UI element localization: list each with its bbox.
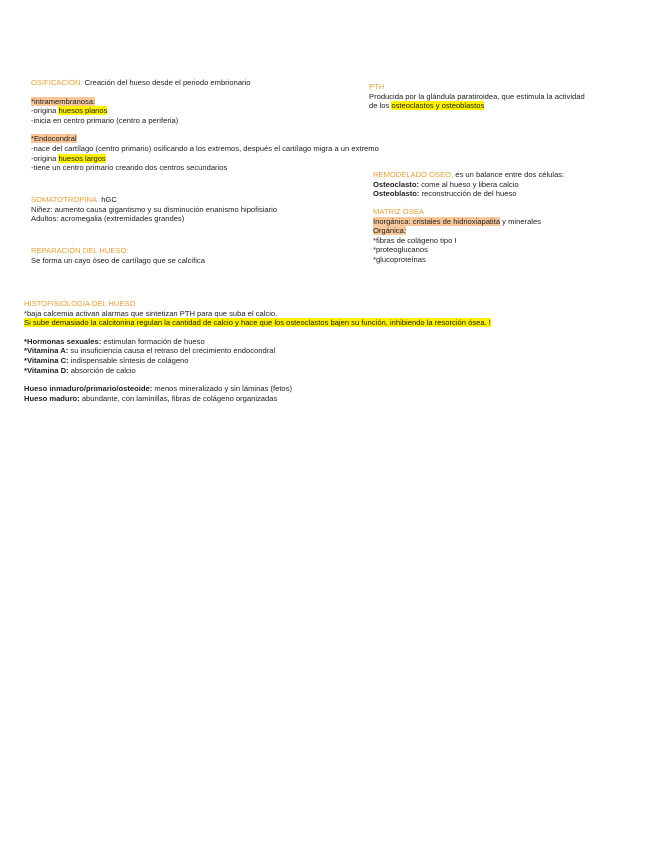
histophysiology-line-1: *baja calcemia activan alarmas que sintetizan PTH para que suba el calcio. (24, 308, 278, 318)
matrix-heading: MATRIZ ÓSEA (373, 207, 424, 216)
osteoblast-label: Osteoblasto: (373, 189, 420, 199)
intramembranous-label-line (31, 97, 379, 107)
matrix-organic-line (373, 226, 541, 236)
endochondral-line-2-prefix: -origina (31, 153, 59, 163)
ossification-heading-text: Creación del hueso desde el periodo embrionario (82, 78, 251, 87)
somatotropin-heading-text: hGC (99, 195, 117, 204)
pth-line-2 (369, 101, 585, 111)
osteoclast-text: come al hueso y libera calcio (419, 179, 519, 189)
factor-label: *Vitamina D: (24, 365, 69, 375)
pth-heading: PTH (369, 82, 385, 91)
intramembranous-line-1 (31, 106, 379, 116)
bone-type-row (24, 384, 491, 394)
endochondral-label: *Endocondral (31, 134, 77, 144)
bone-type-row (24, 394, 491, 404)
endochondral-line-3: -tiene un centro primario creando dos centros secundarios (31, 163, 228, 173)
endochondral-label-line (31, 134, 379, 144)
remodeling-section (373, 170, 564, 199)
factor-text: absorción de calcio (68, 365, 136, 375)
factor-text: indispensable síntesis de colágeno (68, 355, 189, 365)
repair-heading: REPARACIÓN DEL HUESO: (31, 246, 129, 255)
matrix-inorganic-line (373, 217, 541, 227)
intramembranous-line-1-prefix: -origina (31, 106, 59, 116)
factor-row (24, 366, 491, 376)
endochondral-line-1: -nace del cartílago (centro primario) osificando a los extremos, después el cartílago migra a un extremo (31, 143, 379, 153)
matrix-inorganic-highlight: cristales de hidrioxiapatita (410, 216, 501, 226)
osteoblast-line (373, 189, 564, 199)
intramembranous-line-2: -inicia en centro primario (centro a periferia) (31, 115, 179, 125)
repair-section (31, 246, 205, 265)
histophysiology-line-2 (24, 318, 491, 328)
somatotropin-section (31, 195, 277, 224)
remodeling-heading: REMODELADO ÓSEO, (373, 170, 454, 179)
bone-type-label: Hueso maduro: (24, 393, 80, 403)
pth-highlight: osteoclastos y osteoblastos (391, 101, 485, 111)
histophysiology-heading: HISTOFISIOLOGÍA DEL HUESO (24, 299, 136, 308)
factor-text: estimulan formación de hueso (101, 336, 205, 346)
pth-line-1: Producida por la glándula paratiroidea, que estimula la actividad (369, 91, 585, 101)
matrix-inorganic-rest: y minerales (500, 216, 541, 226)
remodeling-heading-text: es un balance entre dos células: (453, 170, 565, 179)
histophysiology-section (24, 299, 491, 403)
matrix-organic-label: Orgánica: (373, 226, 406, 236)
osteoclast-line (373, 180, 564, 190)
ossification-heading: OSIFICACIÓN: (31, 78, 83, 87)
matrix-inorganic-label: Inorgánica: (373, 216, 411, 226)
factor-row (24, 337, 491, 347)
somatotropin-heading: SOMATOTROPINA: (31, 195, 100, 204)
osteoblast-text: reconstrucción de del hueso (419, 189, 517, 199)
somatotropin-heading-line (31, 195, 277, 205)
matrix-item: *proteoglucanos (373, 245, 428, 255)
remodeling-heading-line (373, 170, 564, 180)
factor-label: *Vitamina C: (24, 355, 69, 365)
factor-label: *Hormonas sexuales: (24, 336, 102, 346)
osteoclast-label: Osteoclasto: (373, 179, 419, 189)
endochondral-line-2 (31, 154, 379, 164)
factor-text: su insuficiencia causa el retraso del crecimiento endocondral (68, 346, 276, 356)
factor-label: *Vitamina A: (24, 346, 69, 356)
matrix-item: *glucoproteínas (373, 254, 426, 264)
somatotropin-line-1: Niñez: aumento causa gigantismo y su disminución enanismo hipofisiario (31, 204, 278, 214)
factor-row (24, 346, 491, 356)
ossification-section (31, 78, 379, 173)
bone-type-text: abundante, con laminillas, fibras de colágeno organizadas (79, 393, 278, 403)
matrix-item: *fibras de colágeno tipo I (373, 235, 457, 245)
matrix-section (373, 207, 541, 265)
factor-row (24, 356, 491, 366)
histophysiology-line-2-highlight: Si sube demasiado la calcitonina regulan la cantidad de calcio y hace que los osteoclastos bajen su función, inhibiendo la resorción ósea. ! (24, 318, 491, 328)
bone-type-text: menos mineralizado y sin láminas (fetos) (152, 384, 292, 394)
intramembranous-highlight: huesos planos (58, 106, 108, 116)
repair-line-1: Se forma un cayo óseo de cartílago que se calcifica (31, 255, 205, 265)
somatotropin-line-2: Adultos: acromegalia (extremidades grandes) (31, 214, 185, 224)
ossification-heading-line (31, 78, 379, 88)
intramembranous-label: *intramembranosa: (31, 96, 96, 106)
pth-line-2-prefix: de los (369, 101, 392, 111)
pth-section (369, 82, 585, 111)
endochondral-highlight: huesos largos (58, 153, 106, 163)
bone-type-label: Hueso inmaduro/primario/osteoide: (24, 384, 153, 394)
